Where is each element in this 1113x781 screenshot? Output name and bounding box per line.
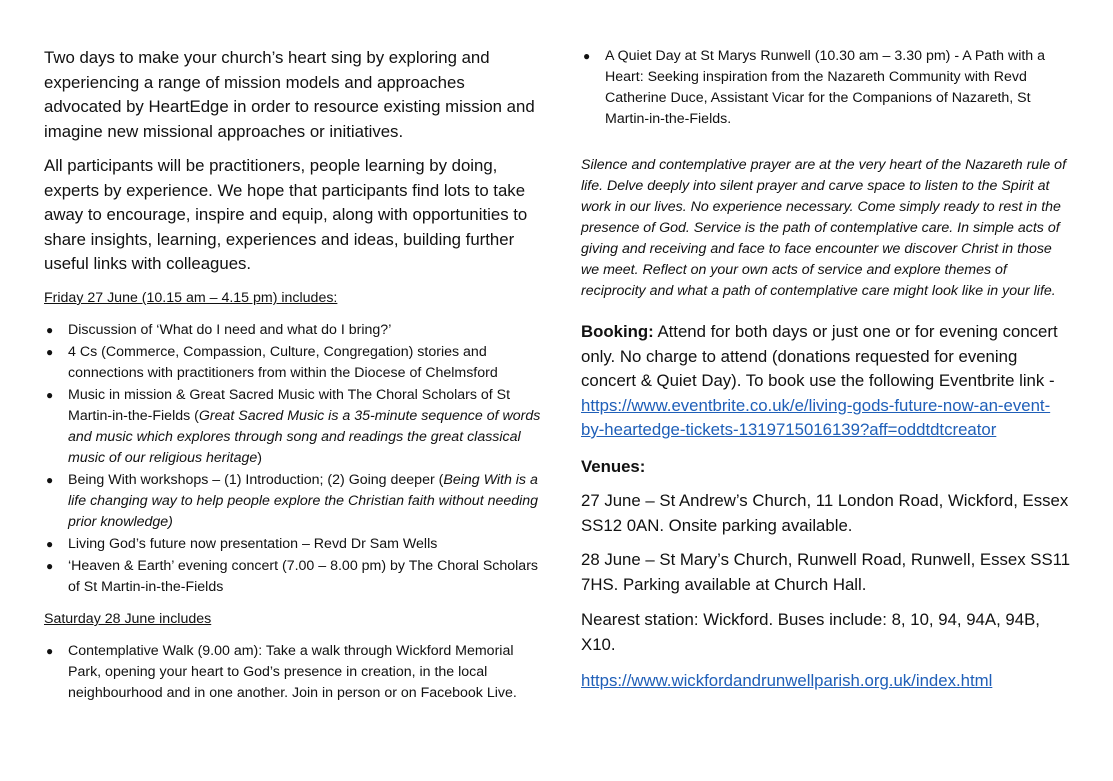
- intro-paragraph-2: All participants will be practitioners, people learning by doing, experts by experience. We hope that participants find lots to take away to encourage, inspire and equip, along with opportunities to share insights, learning, experiences and ideas, building further useful links with colleagues.: [44, 156, 528, 273]
- list-item-text: Music in mission & Great Sacred Music with The Choral Scholars of St Martin-in-the-Fields (: [68, 387, 511, 424]
- list-item: [44, 320, 544, 341]
- parish-website-link[interactable]: https://www.wickfordandrunwellparish.org.uk/index.html: [581, 671, 993, 690]
- list-item-text: A Quiet Day at St Marys Runwell (10.30 am – 3.30 pm) - A Path with a Heart: Seeking inspiration from the Nazareth Community with Revd Catherine Duce, Assistant Vicar for the Companions of Nazareth, St Martin-in-the-Fields.: [605, 48, 1046, 127]
- bullet-icon: ●: [583, 49, 591, 63]
- list-item-text: ‘Heaven & Earth’ evening concert (7.00 – 8.00 pm) by The Choral Scholars of St Martin-in-the-Fields: [68, 558, 539, 595]
- bullet-icon: ●: [46, 644, 54, 658]
- saturday-list: [44, 641, 544, 704]
- list-item-italic: Being With is a life changing way to help people explore the Christian faith without needing prior knowledge): [68, 472, 539, 530]
- bullet-icon: ●: [46, 323, 54, 337]
- bullet-icon: ●: [46, 473, 54, 487]
- list-item-text-after: ): [257, 450, 262, 466]
- quiet-day-list: [581, 46, 1071, 130]
- list-item: [44, 534, 544, 555]
- venue-2: 28 June – St Mary’s Church, Runwell Road, Runwell, Essex SS11 7HS. Parking available at Church Hall.: [581, 550, 1071, 594]
- list-item-text: 4 Cs (Commerce, Compassion, Culture, Congregation) stories and connections with practitioners from within the Diocese of Chelmsford: [68, 344, 498, 381]
- list-item: [44, 641, 544, 704]
- nearest-station: Nearest station: Wickford. Buses include: 8, 10, 94, 94A, 94B, X10.: [581, 610, 1040, 654]
- venue-1: 27 June – St Andrew’s Church, 11 London Road, Wickford, Essex SS12 0AN. Onsite parking available.: [581, 491, 1069, 535]
- list-item-text: Contemplative Walk (9.00 am): Take a walk through Wickford Memorial Park, opening your heart to God’s presence in creation, in the local neighbourhood and in one another. Join in person or on Facebook Live.: [68, 643, 517, 701]
- eventbrite-link[interactable]: https://www.eventbrite.co.uk/e/living-gods-future-now-an-event-by-heartedge-tickets-1319715016139?aff=oddtdtcreator: [581, 395, 1051, 439]
- saturday-heading: Saturday 28 June includes: [44, 611, 212, 627]
- list-item: [44, 342, 544, 384]
- list-item: [581, 46, 1071, 130]
- list-item: [44, 385, 544, 469]
- list-item: [44, 556, 544, 598]
- list-item-italic: Great Sacred Music is a 35-minute sequence of words and music which explores through song and readings the great classical music of our religious heritage: [68, 408, 541, 466]
- venues-heading: Venues:: [581, 457, 646, 476]
- bullet-icon: ●: [46, 388, 54, 402]
- booking-text: Attend for both days or just one or for evening concert only. No charge to attend (donations requested for evening concert & Quiet Day). To book use the following Eventbrite link -: [581, 322, 1058, 390]
- booking-paragraph: [581, 320, 1071, 443]
- list-item: [44, 470, 544, 533]
- friday-heading: Friday 27 June (10.15 am – 4.15 pm) includes:: [44, 290, 338, 306]
- bullet-icon: ●: [46, 537, 54, 551]
- bullet-icon: ●: [46, 345, 54, 359]
- list-item-text: Living God’s future now presentation – Revd Dr Sam Wells: [68, 536, 438, 552]
- quiet-day-reflection: Silence and contemplative prayer are at the very heart of the Nazareth rule of life. Delve deeply into silent prayer and carve space to listen to the Spirit at work in our lives. No experience necessary. Come simply ready to rest in the presence of God. Service is the path of contemplative care. In simple acts of giving and receiving and face to face encounter we discover Christ in those we meet. Reflect on your own acts of service and explore themes of reciprocity and what a path of contemplative care might look like in your life.: [581, 157, 1067, 300]
- booking-label: Booking:: [581, 322, 654, 341]
- intro-paragraph-1: Two days to make your church’s heart sing by exploring and experiencing a range of mission models and approaches advocated by HeartEdge in order to resource existing mission and imagine new missional approaches or initiatives.: [44, 48, 535, 141]
- friday-list: [44, 320, 544, 599]
- list-item-text: Discussion of ‘What do I need and what do I bring?’: [68, 322, 392, 338]
- bullet-icon: ●: [46, 559, 54, 573]
- list-item-text: Being With workshops – (1) Introduction; (2) Going deeper (: [68, 472, 444, 488]
